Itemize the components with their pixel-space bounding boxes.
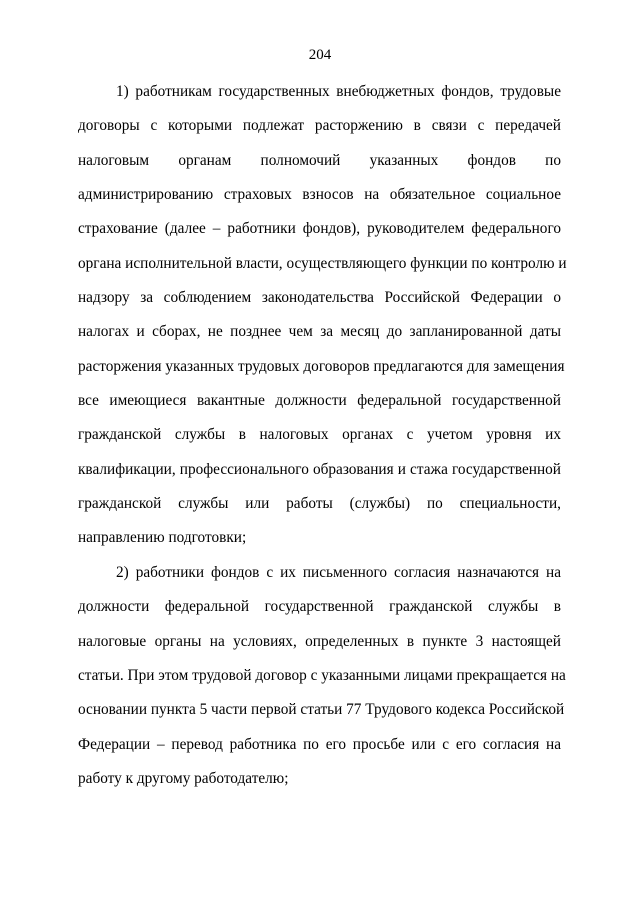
text-line: квалификации, профессионального образования и стажа государственной xyxy=(78,460,561,478)
text-line: основании пункта 5 части первой статьи 77 Трудового кодекса Российской xyxy=(78,701,565,719)
document-body xyxy=(78,82,567,803)
text-line: надзору за соблюдением законодательства Российской Федерации о xyxy=(78,289,561,307)
text-line: налоговые органы на условиях, определенных в пункте 3 настоящей xyxy=(78,632,561,650)
text-line: договоры с которыми подлежат расторжению в связи с передачей xyxy=(78,117,561,135)
text-line: 2) работники фондов с их письменного согласия назначаются на xyxy=(116,563,561,581)
text-line: гражданской службы в налоговых органах с учетом уровня их xyxy=(78,426,561,444)
page-number: 204 xyxy=(308,47,332,63)
text-line: налоговым органам полномочий указанных фондов по xyxy=(78,151,561,169)
text-line: направлению подготовки; xyxy=(78,529,247,547)
text-line: работу к другому работодателю; xyxy=(78,769,289,787)
text-line: гражданской службы или работы (службы) по специальности, xyxy=(78,495,561,513)
text-line: должности федеральной государственной гражданской службы в xyxy=(78,598,561,616)
text-line: Федерации – перевод работника по его просьбе или с его согласия на xyxy=(78,735,561,753)
text-line: все имеющиеся вакантные должности федеральной государственной xyxy=(78,392,561,410)
text-line: 1) работникам государственных внебюджетных фондов, трудовые xyxy=(116,83,561,100)
text-line: страхование (далее – работники фондов), руководителем федерального xyxy=(78,220,561,238)
text-line: расторжения указанных трудовых договоров предлагаются для замещения xyxy=(78,357,565,375)
paragraph-item-2 xyxy=(78,563,566,803)
text-line: налогах и сборах, не позднее чем за месяц до запланированной даты xyxy=(78,323,561,341)
paragraph-item-1 xyxy=(78,82,567,563)
text-line: статьи. При этом трудовой договор с указанными лицами прекращается на xyxy=(78,666,566,684)
text-line: администрированию страховых взносов на обязательное социальное xyxy=(78,186,561,204)
text-line: органа исполнительной власти, осуществляющего функции по контролю и xyxy=(78,254,567,272)
